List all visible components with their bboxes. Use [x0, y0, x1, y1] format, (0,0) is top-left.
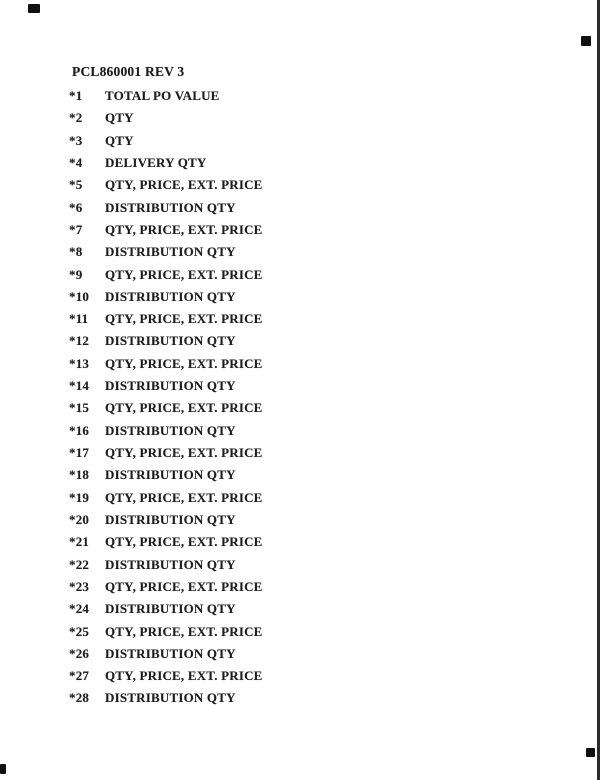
list-item [0, 85, 600, 107]
document-revision: REV 3 [145, 64, 185, 79]
item-label: QTY, PRICE, EXT. PRICE [105, 489, 263, 505]
list-item [0, 643, 600, 665]
item-number: *9 [69, 266, 83, 282]
list-item [0, 130, 600, 152]
item-label: DISTRIBUTION QTY [105, 467, 236, 483]
document-header [0, 64, 600, 82]
item-number: *4 [69, 154, 83, 170]
list-item [0, 286, 600, 308]
item-label: DISTRIBUTION QTY [105, 601, 236, 617]
item-number: *19 [69, 489, 90, 505]
item-label: DISTRIBUTION QTY [105, 199, 236, 215]
item-number: *16 [69, 422, 90, 438]
list-item [0, 487, 600, 509]
item-label: QTY [105, 132, 134, 148]
item-number: *28 [69, 690, 90, 706]
scan-artifact-bottom-left [0, 764, 6, 774]
list-item [0, 554, 600, 576]
list-item [0, 509, 600, 531]
list-item [0, 353, 600, 375]
item-number: *13 [69, 355, 90, 371]
item-number: *23 [69, 578, 90, 594]
item-number: *22 [69, 556, 90, 572]
item-label: QTY, PRICE, EXT. PRICE [105, 177, 263, 193]
item-number: *6 [69, 199, 83, 215]
scan-artifact-top-left [28, 4, 40, 13]
item-number: *8 [69, 244, 83, 260]
list-item [0, 241, 600, 263]
document-code: PCL860001 [72, 64, 142, 79]
list-item [0, 420, 600, 442]
list-item [0, 687, 600, 709]
item-label: DISTRIBUTION QTY [105, 244, 236, 260]
item-label: QTY, PRICE, EXT. PRICE [105, 355, 263, 371]
item-number: *1 [69, 88, 83, 103]
item-number: *14 [69, 378, 90, 394]
item-number: *17 [69, 445, 90, 460]
scan-artifact-bottom-right [586, 748, 595, 757]
item-label: QTY, PRICE, EXT. PRICE [105, 221, 263, 237]
field-list [0, 85, 600, 710]
list-item [0, 152, 600, 174]
item-number: *21 [69, 534, 90, 550]
item-label: QTY, PRICE, EXT. PRICE [105, 445, 263, 460]
item-number: *12 [69, 333, 90, 349]
list-item [0, 598, 600, 620]
list-item [0, 219, 600, 241]
list-item [0, 375, 600, 397]
item-label: QTY [105, 110, 134, 126]
item-label: DISTRIBUTION QTY [105, 333, 236, 349]
item-number: *15 [69, 400, 90, 416]
list-item [0, 107, 600, 129]
item-label: DELIVERY QTY [105, 154, 207, 170]
list-item [0, 197, 600, 219]
item-label: QTY, PRICE, EXT. PRICE [105, 400, 263, 416]
scan-artifact-top-right [581, 36, 591, 46]
item-number: *20 [69, 511, 90, 527]
item-number: *11 [69, 311, 89, 327]
item-label: DISTRIBUTION QTY [105, 378, 236, 394]
item-number: *25 [69, 623, 90, 639]
list-item [0, 330, 600, 352]
item-label: DISTRIBUTION QTY [105, 288, 236, 304]
item-label: DISTRIBUTION QTY [105, 690, 236, 706]
item-label: DISTRIBUTION QTY [105, 645, 236, 661]
list-item [0, 264, 600, 286]
item-number: *26 [69, 645, 90, 661]
item-number: *3 [69, 132, 83, 148]
list-item [0, 531, 600, 553]
item-label: QTY, PRICE, EXT. PRICE [105, 623, 263, 639]
list-item [0, 621, 600, 643]
item-number: *18 [69, 467, 90, 483]
list-item [0, 464, 600, 486]
item-number: *10 [69, 288, 90, 304]
item-number: *2 [69, 110, 83, 126]
item-label: QTY, PRICE, EXT. PRICE [105, 311, 263, 327]
item-label: DISTRIBUTION QTY [105, 422, 236, 438]
item-label: QTY, PRICE, EXT. PRICE [105, 534, 263, 550]
list-item [0, 576, 600, 598]
item-label: QTY, PRICE, EXT. PRICE [105, 578, 263, 594]
item-number: *24 [69, 601, 90, 617]
item-label: QTY, PRICE, EXT. PRICE [105, 266, 263, 282]
item-number: *7 [69, 221, 83, 237]
item-number: *27 [69, 668, 90, 684]
item-label: DISTRIBUTION QTY [105, 556, 236, 572]
list-item [0, 308, 600, 330]
item-label: TOTAL PO VALUE [105, 88, 220, 103]
item-number: *5 [69, 177, 83, 193]
list-item [0, 665, 600, 687]
item-label: DISTRIBUTION QTY [105, 511, 236, 527]
list-item [0, 442, 600, 464]
list-item [0, 397, 600, 419]
item-label: QTY, PRICE, EXT. PRICE [105, 668, 263, 684]
list-item [0, 174, 600, 196]
